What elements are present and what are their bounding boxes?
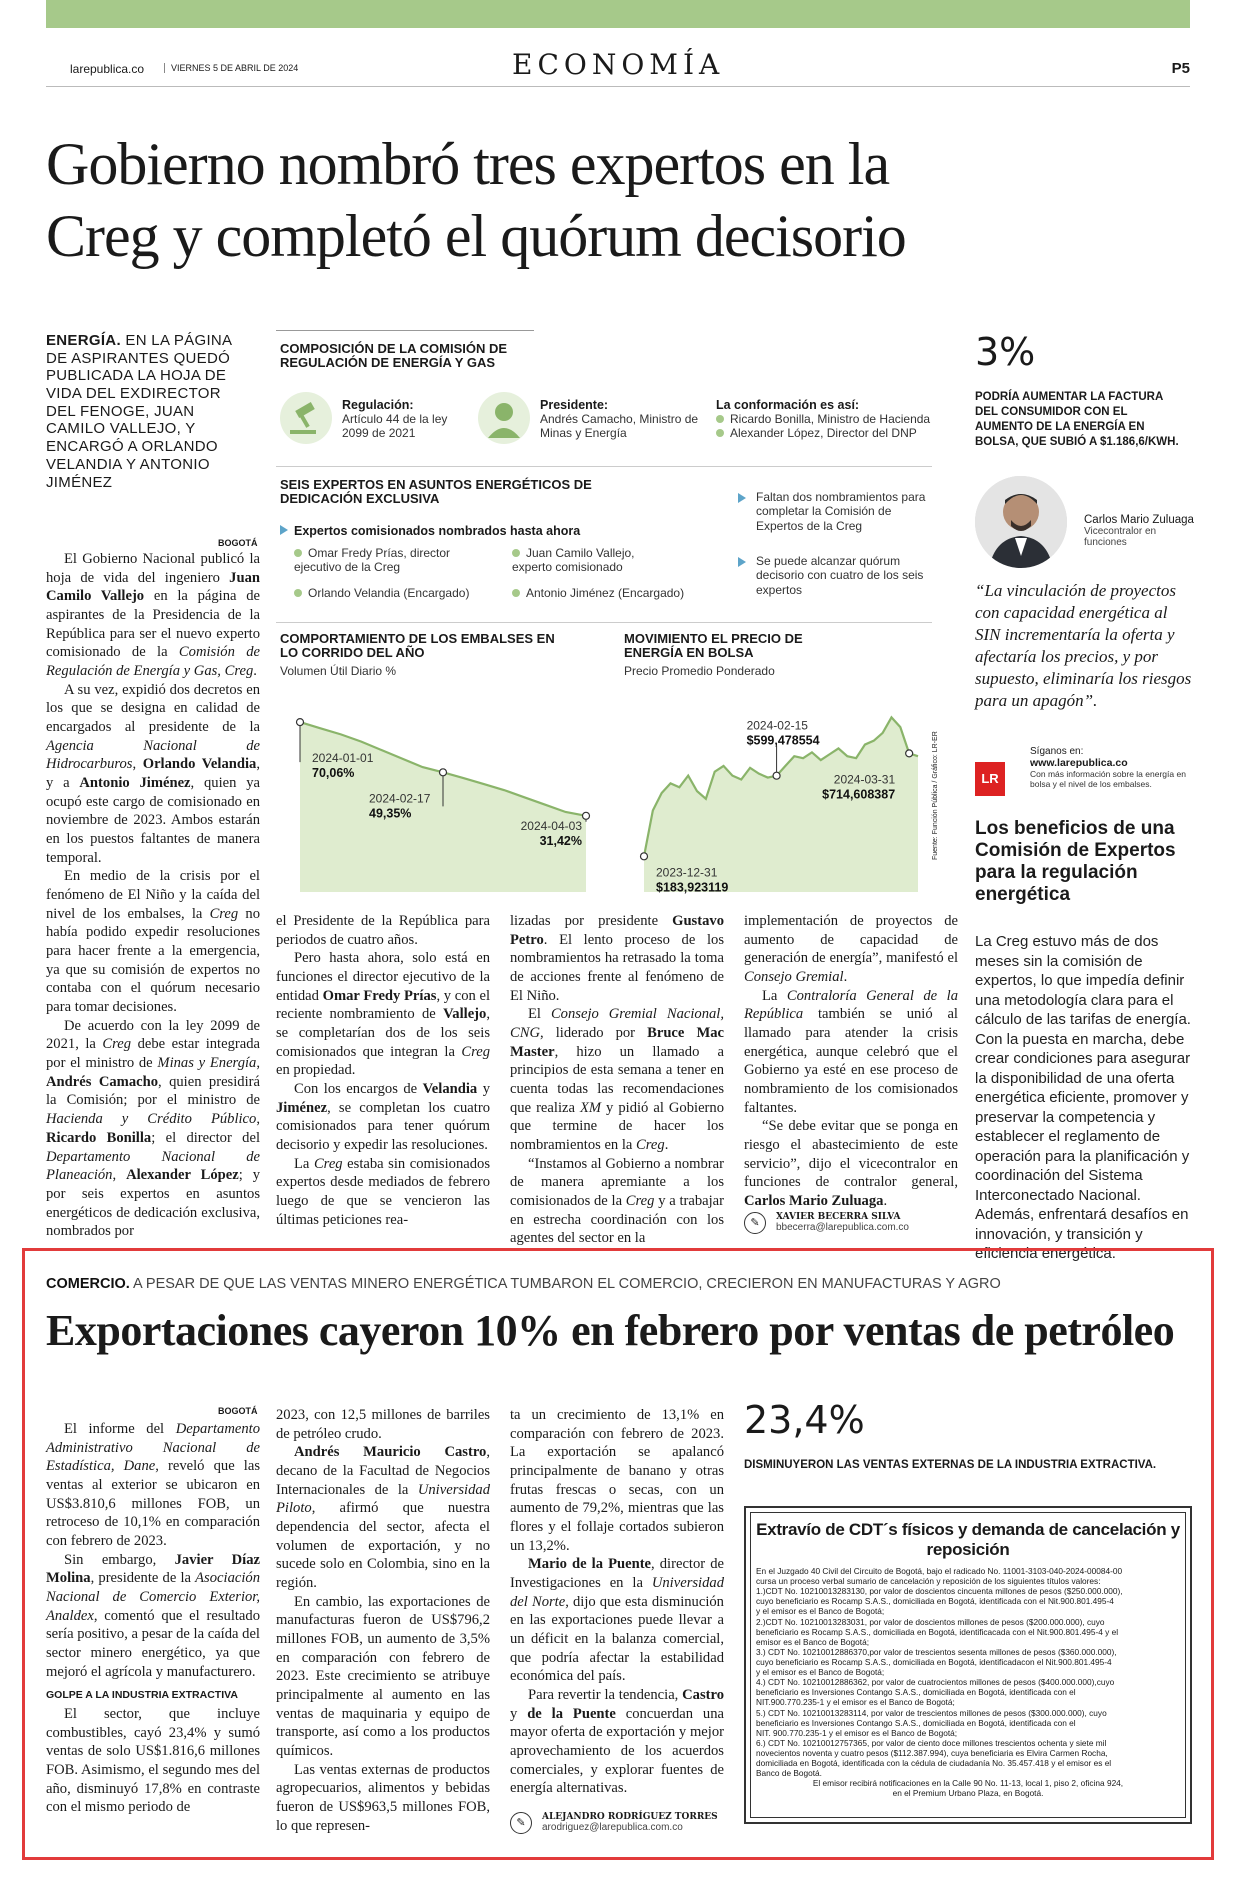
stat-caption: PODRÍA AUMENTAR LA FACTURA DEL CONSUMIDOR CON EL AUMENTO DE LA ENERGÍA EN BOLSA, QUE SUBIÓ A $1.186,6/KWH. <box>975 391 1179 448</box>
article1-column-1: El Gobierno Nacional publicó la hoja de vida del ingeniero Juan Camilo Vallejo en la página de aspirantes de la Presidencia de la República para ser el nuevo experto comisionado de la Comisión de Regulación de Energía y Gas, Creg. A su vez, expidió dos decretos en los que se designa en calidad de encargados al presidente de la Agencia Nacional de Hidrocarburos, Orlando Velandia, y a Antonio Jiménez, quien ya ocupó este cargo de comisionado en noviembre de 2023. Ambos estarán en los puestos faltantes de manera temporal. En medio de la crisis por el fenómeno de El Niño y la caída del nivel de los embalses, la Creg no había podido expedir resoluciones para hacer frente a la emergencia, ya que su comisión de expertos no contaba con el quórum necesario para tomar decisiones. De acuerdo con la ley 2099 de 2021, la Creg debe estar integrada por el ministro de Minas y Energía, Andrés Camacho, quien presidirá la Comisión; por el ministro de Hacienda y Crédito Público, Ricardo Bonilla; el director del Departamento Nacional de Planeación, Alexander López; y por seis expertos en asuntos energéticos de dedicación exclusiva, nombrados por <box>46 551 260 1240</box>
data-point <box>297 719 304 726</box>
stat2-value: 23,4% <box>744 1398 865 1442</box>
article1-byline: ✎ XAVIER BECERRA SILVA bbecerra@larepublica.com.co <box>744 1212 766 1234</box>
notice-line: y el emisor es el Banco de Bogotá; <box>756 1606 885 1617</box>
data-point <box>583 812 590 819</box>
price-chart-svg <box>620 678 920 898</box>
notice-line: 6.) CDT No. 10210012757365, por valor de ciento doce millones trescientos ochenta y siete mil <box>756 1737 1107 1748</box>
experts-title: SEIS EXPERTOS EN ASUNTOS ENERGÉTICOS DE DEDICACIÓN EXCLUSIVA <box>280 477 592 507</box>
chart-source: Fuente: Función Pública / Gráfico: LR-ER <box>932 731 939 860</box>
annotation-date: 2024-04-03 <box>520 818 582 833</box>
page-number: P5 <box>1171 60 1190 77</box>
expert-1: Omar Fredy Prías, director ejecutivo de la Creg <box>294 546 451 575</box>
annotation-date: 2023-12-31 <box>656 865 718 880</box>
article2-kicker: COMERCIO. A PESAR DE QUE LAS VENTAS MINERO ENERGÉTICA TUMBARON EL COMERCIO, CRECIERON EN MANUFACTURAS Y AGRO <box>46 1276 1001 1292</box>
notice-line: 1.)CDT No. 10210013283130, por valor de doscientos cincuenta millones de pesos ($250.000.000), <box>756 1586 1123 1597</box>
annotation-value: $183,923119 <box>656 880 729 895</box>
person-caption: Carlos Mario Zuluaga Vicecontralor en funciones <box>1084 514 1194 548</box>
notice-line: y el emisor es el Banco de Bogotá; <box>756 1667 885 1678</box>
president-info: Presidente: Andrés Camacho, Ministro de Minas y Energía <box>540 398 699 441</box>
reservoir-chart-svg <box>276 678 596 898</box>
expert-4: Antonio Jiménez (Encargado) <box>512 586 684 600</box>
chart-subtitle: Volumen Útil Diario % <box>280 664 397 678</box>
notice-line: beneficiario es Inversiones Contango S.A.S., domiciliada en Bogotá, identificada con el <box>756 1717 1076 1728</box>
notice-line: NIT. 900.770.235-1 y el emisor es el Banco de Bogotá; <box>756 1727 958 1738</box>
data-point <box>641 853 648 860</box>
regulation-info: Regulación: Artículo 44 de la ley 2099 de 2021 <box>342 398 448 441</box>
notice-line: El emisor recibirá notificaciones en la Calle 90 No. 11-13, local 1, piso 2, oficina 924, <box>812 1778 1124 1789</box>
section-title: ECONOMÍA <box>512 48 725 81</box>
infographic-box <box>276 330 939 908</box>
annotation-date: 2024-02-15 <box>746 718 808 733</box>
infographic-title: COMPOSICIÓN DE LA COMISIÓN DE REGULACIÓN DE ENERGÍA Y GAS <box>280 341 508 371</box>
legal-notice <box>744 1506 1192 1824</box>
note-1: Faltan dos nombramientos para completar la Comisión de Expertos de la Creg <box>738 490 928 533</box>
site-name: larepublica.co <box>70 62 145 76</box>
price-chart <box>620 630 939 908</box>
notice-line: 3.) CDT No. 10210012886370,por valor de trescientos sesenta millones de pesos ($360.000.000), <box>756 1646 1117 1657</box>
chart-title: COMPORTAMIENTO DE LOS EMBALSES EN LO CORRIDO DEL AÑO <box>280 631 555 661</box>
article2-column-2: 2023, con 12,5 millones de barriles de petróleo crudo. Andrés Mauricio Castro, decano de la Facultad de Negocios Internacionales de la Universidad Piloto, afirmó que nuestra dependencia del sector, afecta el volumen de exportación, y no sucede solo en Colombia, sino en la región. En cambio, las exportaciones de manufacturas fueron de US$796,2 millones FOB, un aumento de 3,5% en comparación con febrero de 2023. Este crecimiento se atribuye principalmente al aumento en las ventas de maquinaria y equipo de transporte, así como a los productos químicos. Las ventas externas de productos agropecuarios, alimentos y bebidas fueron de US$963,5 millones FOB, lo que represen- <box>276 1407 490 1834</box>
data-point <box>440 769 447 776</box>
expert-2: Juan Camilo Vallejo, experto comisionado <box>512 546 635 575</box>
annotation-value: 49,35% <box>369 806 412 821</box>
pen-icon: ✎ <box>510 1812 532 1834</box>
site-link[interactable]: www.larepublica.co <box>1030 757 1128 769</box>
issue-date: VIERNES 5 DE ABRIL DE 2024 <box>164 63 298 73</box>
notice-line: 4.) CDT No. 10210012886362, por valor de cuatrocientos millones de pesos ($400.000.000),cuyo <box>756 1677 1115 1688</box>
notice-line: cuyo beneficiario es Rocamp S.A.S., domiciliada en Bogotá, identificadacon el Nit.900.801.495-4 <box>756 1656 1112 1667</box>
notice-line: emisor es el Banco de Bogotá; <box>756 1636 869 1647</box>
notice-line: cursa un proceso verbal sumario de cancelación y reposición de los siguientes títulos valores: <box>756 1576 1101 1587</box>
article2-column-1: El informe del Departamento Administrativo Nacional de Estadística, Dane, reveló que las ventas al exterior se ubicaron en US$3.810,6 millones FOB, un retroceso de 10,1% en comparación con febrero de 2023. Sin embargo, Javier Díaz Molina, presidente de la Asociación Nacional de Comercio Exterior, Analdex, comentó que el resultado sería positivo, a pesar de la caída del sector minero energético, ya que mejoró el agrícola y manufacturero. GOLPE A LA INDUSTRIA EXTRACTIVA El sector, que incluye combustibles, cayó 23,4% y sumó ventas de solo US$1.816,6 millones FOB. Asimismo, el segundo mes del año, disminuyó 17,8% en contraste con el mismo periodo de <box>46 1421 260 1816</box>
annotation-date: 2024-01-01 <box>312 751 374 766</box>
notice-line: domiciliada en Bogotá, identificada con la cédula de ciudadanía No. 35.457.418 y el emisor es el <box>756 1758 1112 1769</box>
pen-icon: ✎ <box>744 1212 766 1234</box>
expert-3: Orlando Velandia (Encargado) <box>294 586 469 600</box>
stat2-caption: DISMINUYERON LAS VENTAS EXTERNAS DE LA INDUSTRIA EXTRACTIVA. <box>744 1459 1157 1471</box>
notice-line: beneficiario es Inversiones Contango S.A.S., domiciliada en Bogotá, identificada con el <box>756 1687 1076 1698</box>
chart-title: MOVIMIENTO EL PRECIO DE ENERGÍA EN BOLSA <box>624 631 803 661</box>
annotation-value: $599,478554 <box>746 733 820 748</box>
reservoir-chart <box>276 630 596 908</box>
article2-column-3: ta un crecimiento de 13,1% en comparación con febrero de 2023. La exportación se apalancó principalmente de banano y otras frutas frescas o secas, con un aumento de 79,2%, mientras que las flores y el follaje cortados subieron un 13,2%. Mario de la Puente, director de Investigaciones en la Universidad del Norte, dijo que esta disminución en las exportaciones puede llevar a un déficit en la balanza comercial, que podría afectar la estabilidad económica del país. Para revertir la tendencia, Castro y de la Puente concuerdan una mayor oferta de exportación y mejor aprovechamiento de los acuerdos comerciales, y explorar fuentes de energía alternativas. <box>510 1407 724 1797</box>
person-photo <box>975 476 1067 568</box>
top-color-bar <box>46 0 1190 28</box>
notice-title: Extravío de CDT´s físicos y demanda de cancelación y reposición <box>756 1520 1180 1559</box>
data-point <box>773 772 780 779</box>
lr-logo: LR <box>975 762 1005 796</box>
annotation-date: 2024-03-31 <box>833 772 896 787</box>
area-fill <box>300 722 586 892</box>
note-2: Se puede alcanzar quórum decisorio con cuatro de los seis expertos <box>738 554 928 597</box>
follow-box: Síganos en: www.larepublica.co Con más información sobre la energía en bolsa y el nivel de los embalses. <box>1030 746 1200 789</box>
article2-subhead: GOLPE A LA INDUSTRIA EXTRACTIVA <box>46 1689 238 1702</box>
pull-quote: “La vinculación de proyectos con capacidad energética al SIN incrementaría la oferta y afectaría los precios, y por supuesto, eliminaría los riesgos para un apagón”. <box>975 581 1192 711</box>
sidebar-text: La Creg estuvo más de dos meses sin la comisión de expertos, lo que impedía definir una metodología clara para el cálculo de las tarifas de energía. Con la puesta en marcha, debe crear condiciones para asegurar la disponibilidad de una oferta energética eficiente, promover y preservar la competencia y establecer el reglamento de operación para la planificación y coordinación del Sistema Interconectado Nacional. Además, enfrentará desafíos en innovación, y transición y eficiencia energética. <box>975 933 1191 1262</box>
annotation-value: $714,608387 <box>822 787 896 802</box>
article2-byline: ✎ ALEJANDRO RODRÍGUEZ TORRES arodriguez@larepublica.com.co <box>510 1812 532 1834</box>
notice-line: En el Juzgado 40 Civil del Circuito de Bogotá, bajo el radicado No. 11001-3103-040-2024-00084-00 <box>756 1566 1123 1576</box>
main-headline: Gobierno nombró tres expertos en la Creg y completó el quórum decisorio <box>46 131 906 269</box>
page-header <box>70 48 1190 82</box>
dateline: BOGOTÁ <box>218 538 258 548</box>
person-icon <box>478 392 530 444</box>
stat-value: 3% <box>975 330 1036 374</box>
lead-paragraph: ENERGÍA. EN LA PÁGINA DE ASPIRANTES QUEDÓ PUBLICADA LA HOJA DE VIDA DEL EXDIRECTOR DEL FENOGE, JUAN CAMILO VALLEJO, Y ENCARGÓ A ORLANDO VELANDIA Y ANTONIO JIMÉNEZ <box>46 332 232 491</box>
experts-subtitle: Expertos comisionados nombrados hasta ahora <box>280 524 580 538</box>
annotation-value: 31,42% <box>539 833 582 848</box>
sidebar-heading: Los beneficios de una Comisión de Expertos para la regulación energética <box>975 818 1176 905</box>
notice-line: 5.) CDT No. 10210013283114, por valor de trescientos millones de pesos ($300.000.000), cuyo <box>756 1707 1107 1718</box>
article1-column-2: el Presidente de la República para periodos de cuatro años. Pero hasta ahora, solo está en funciones el director ejecutivo de la entidad Omar Fredy Prías, y con el reciente nombramiento de Vallejo, se completarían dos de los seis comisionados que integran la Creg en propiedad. Con los encargos de Velandia y Jiménez, se completan los cuatro comisionados para tener quórum decisorio y expedir las resoluciones. La Creg estaba sin comisionados expertos desde mediados de febrero luego de que se vencieron las últimas peticiones rea- <box>276 913 491 1228</box>
notice-line: beneficiario es Rocamp S.A.S., domiciliada en Bogotá, identificacada con el Nit.900.801.495-4 y el <box>756 1626 1119 1637</box>
notice-line: en el Premium Urbano Plaza, en Bogotá. <box>892 1788 1044 1799</box>
data-point <box>906 750 913 757</box>
article1-column-4: implementación de proyectos de aumento de capacidad de generación de energía”, manifestó el Consejo Gremial. La Contraloría General de la República también se unió al llamado para atender la crisis energética, aunque celebró que el Gobierno ya esté en ese proceso de nombramiento de los comisionados faltantes. “Se debe evitar que se ponga en riesgo el abastecimiento de este servicio”, dijo el vicecontralor en funciones de contralor general, Carlos Mario Zuluaga. <box>744 913 958 1210</box>
article2-headline: Exportaciones cayeron 10% en febrero por ventas de petróleo <box>46 1306 1175 1355</box>
notice-line: novecientos noventa y cuatro pesos ($112.387.994), cuya beneficiaria es Elvira Carmen Rocha, <box>756 1747 1108 1758</box>
notice-line: Banco de Bogotá. <box>756 1768 822 1779</box>
notice-body <box>756 1566 1180 1799</box>
annotation-value: 70,06% <box>312 766 355 781</box>
notice-line: NIT.900.770.235-1 y el emisor es el Banco de Bogotá; <box>756 1697 955 1708</box>
header-rule <box>46 86 1190 87</box>
chart-subtitle: Precio Promedio Ponderado <box>624 664 775 678</box>
notice-line: 2.)CDT No. 10210013283031, por valor de doscientos millones de pesos ($200.000.000), cuyo <box>756 1616 1105 1627</box>
conformation-info: La conformación es así: Ricardo Bonilla, Ministro de Hacienda Alexander López, Director del DNP <box>716 398 931 441</box>
article1-column-3: lizadas por presidente Gustavo Petro. El lento proceso de los nombramientos ha retrasado la toma de acciones frente al fenómeno de El Niño. El Consejo Gremial Nacional, CNG, liderado por Bruce Mac Master, hizo un llamado a principios de esta semana a tener en cuenta todas las recomendaciones que realiza XM y pidió al Gobierno que termine de hacer los nombramientos en la Creg. “Instamos al Gobierno a nombrar de manera apremiante a los comisionados de la Creg y a trabajar en estrecha coordinación con los agentes del sector en la <box>510 913 725 1247</box>
article2-dateline: BOGOTÁ <box>218 1406 258 1416</box>
gavel-icon <box>280 392 332 444</box>
annotation-date: 2024-02-17 <box>369 791 431 806</box>
notice-line: cuyo beneficiario es Rocamp S.A.S., domiciliada en Bogotá, identificada con el Nit.900.801.495-4 <box>756 1596 1114 1607</box>
